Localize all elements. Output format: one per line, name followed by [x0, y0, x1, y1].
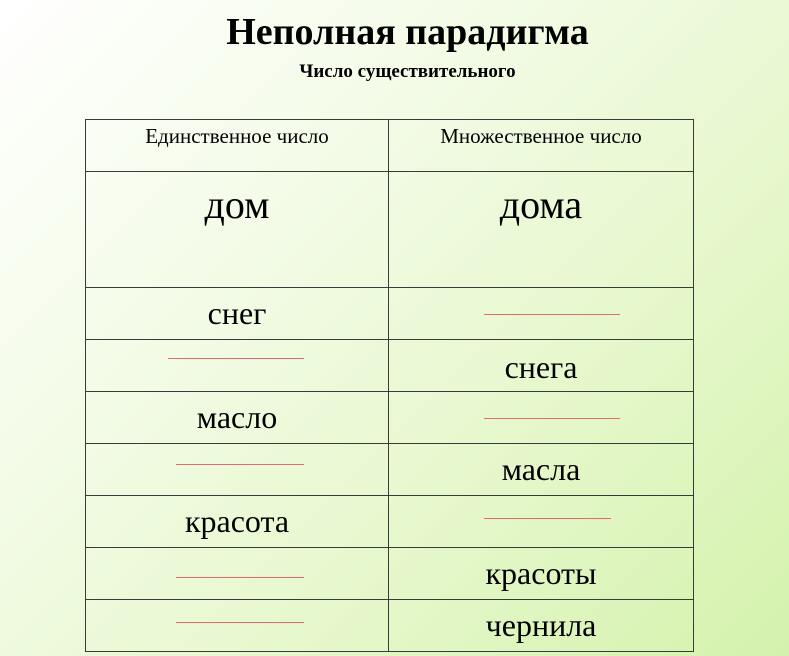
missing-form-line — [176, 464, 304, 465]
slide-title: Неполная парадигма — [226, 11, 589, 53]
table-row — [86, 392, 694, 444]
slide-subtitle: Число существительного — [299, 61, 516, 82]
table-row — [86, 600, 694, 652]
missing-form-line — [176, 622, 304, 623]
cell-singular-missing — [86, 340, 389, 392]
table-row — [86, 340, 694, 392]
table-header-row — [86, 120, 694, 172]
cell-plural-missing — [389, 392, 694, 444]
cell-plural: красоты — [389, 548, 694, 600]
cell-singular: масло — [86, 392, 389, 444]
table-row — [86, 288, 694, 340]
paradigm-table — [85, 119, 694, 652]
table-row — [86, 548, 694, 600]
header-plural: Множественное число — [389, 120, 694, 172]
cell-plural: чернила — [389, 600, 694, 652]
table-row — [86, 444, 694, 496]
missing-form-line — [484, 314, 620, 315]
cell-singular: красота — [86, 496, 389, 548]
missing-form-line — [484, 418, 620, 419]
missing-form-line — [176, 577, 304, 578]
cell-singular-missing — [86, 444, 389, 496]
cell-singular-missing — [86, 548, 389, 600]
cell-plural: масла — [389, 444, 694, 496]
cell-singular: снег — [86, 288, 389, 340]
cell-plural-missing — [389, 496, 694, 548]
cell-singular-missing — [86, 600, 389, 652]
cell-plural: дома — [389, 172, 694, 288]
cell-plural: снега — [389, 340, 694, 392]
table-row — [86, 172, 694, 288]
cell-singular: дом — [86, 172, 389, 288]
missing-form-line — [484, 518, 611, 519]
cell-plural-missing — [389, 288, 694, 340]
missing-form-line — [168, 358, 304, 359]
header-singular: Единственное число — [86, 120, 389, 172]
table-row — [86, 496, 694, 548]
